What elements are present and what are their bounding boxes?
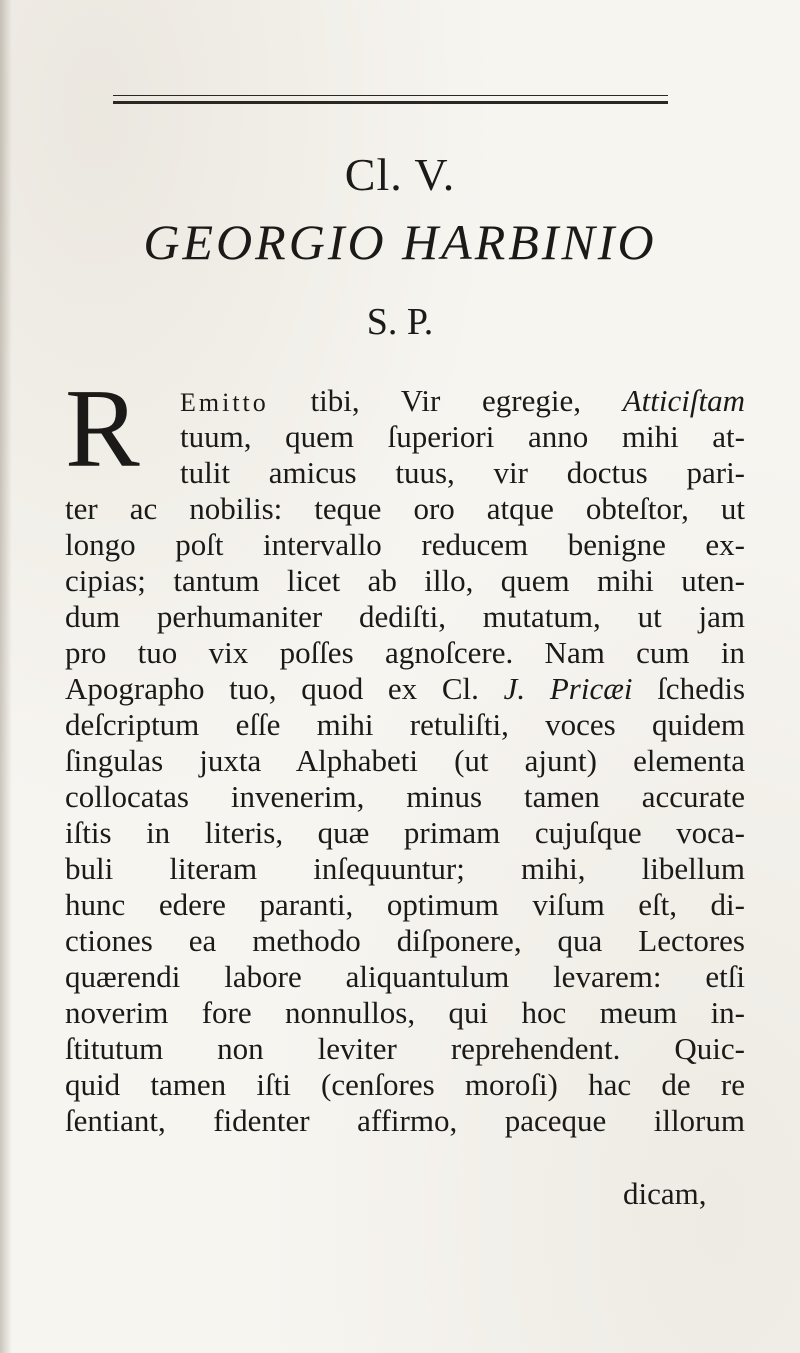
text-line-21: ſentiant, fidenter affirmo, paceque illorum: [65, 1103, 745, 1138]
text-line-9-a: Apographo tuo, quod ex Cl.: [65, 671, 504, 706]
text-line-8: pro tuo vix poſſes agnoſcere. Nam cum in: [65, 635, 745, 670]
text-line-14: buli literam inſequuntur; mihi, libellum: [65, 851, 745, 886]
header-rule-thin: [113, 95, 668, 96]
text-line-9-b: ſchedis: [632, 671, 746, 706]
opening-word: Emitto: [180, 388, 269, 417]
text-line-19: ſtitutum non leviter reprehendent. Quic-: [65, 1031, 745, 1066]
text-line-1: [180, 383, 745, 421]
text-line-20: quid tamen iſti (cenſores moroſi) hac de re: [65, 1067, 745, 1102]
text-line-1-a: tibi, Vir egregie,: [268, 383, 623, 418]
salutation: S. P.: [366, 301, 434, 343]
class-label: Cl. V.: [344, 149, 456, 200]
text-line-6: cipias; tantum licet ab illo, quem mihi uten-: [65, 563, 745, 598]
addressee-heading: GEORGIO HARBINIO: [143, 214, 657, 270]
text-line-9: [65, 671, 745, 707]
text-line-3: tulit amicus tuus, vir doctus pari-: [180, 455, 745, 490]
text-line-9-italic: J. Pricæi: [503, 671, 633, 706]
text-line-15: hunc edere paranti, optimum viſum eſt, di-: [65, 887, 745, 922]
catchword: dicam,: [623, 1176, 707, 1211]
text-line-7: dum perhumaniter dediſti, mutatum, ut jam: [65, 599, 745, 634]
header-rule-thick: [113, 101, 668, 104]
drop-cap: R: [65, 367, 140, 491]
text-line-10: deſcriptum eſſe mihi retuliſti, voces quidem: [65, 707, 745, 742]
text-line-18: noverim fore nonnullos, qui hoc meum in-: [65, 995, 745, 1030]
text-line-17: quærendi labore aliquantulum levarem: etſi: [65, 959, 745, 994]
text-line-1-italic: Atticiſtam: [622, 383, 745, 418]
text-line-13: iſtis in literis, quæ primam cujuſque voca-: [65, 815, 745, 850]
text-line-11: ſingulas juxta Alphabeti (ut ajunt) elementa: [65, 743, 745, 778]
text-line-12: collocatas invenerim, minus tamen accurate: [65, 779, 745, 814]
text-line-16: ctiones ea methodo diſponere, qua Lectores: [65, 923, 745, 958]
page-edge-shadow: [0, 0, 12, 1353]
text-line-4: ter ac nobilis: teque oro atque obteſtor, ut: [65, 491, 745, 526]
text-line-2: tuum, quem ſuperiori anno mihi at-: [180, 419, 745, 454]
text-line-5: longo poſt intervallo reducem benigne ex-: [65, 527, 745, 562]
